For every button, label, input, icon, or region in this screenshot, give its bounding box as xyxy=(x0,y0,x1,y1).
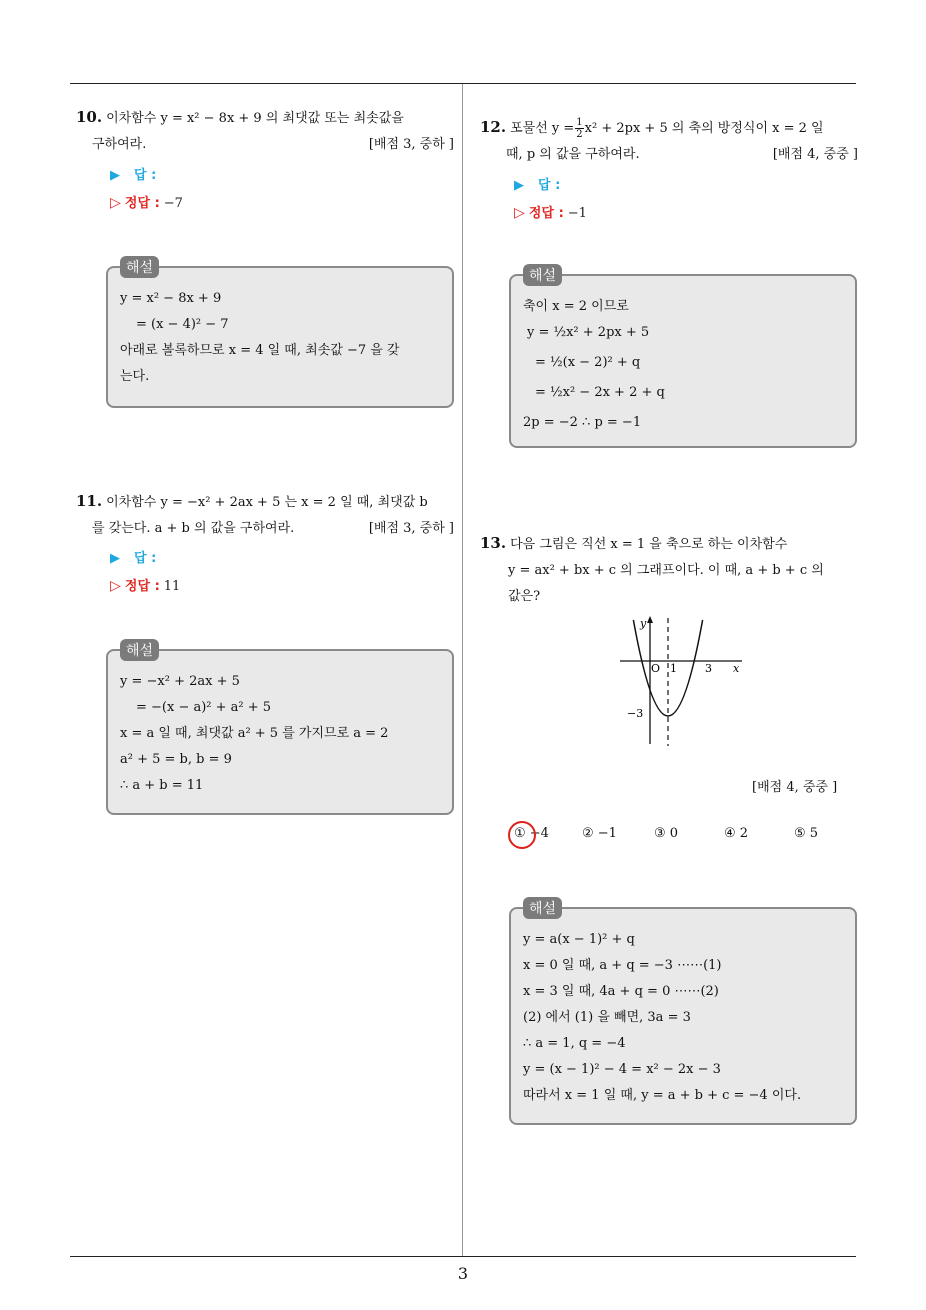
solution-box-12 xyxy=(509,268,857,448)
solution-tag: 해설 xyxy=(523,897,562,919)
correct-value: 11 xyxy=(163,579,181,594)
triangle-outline-icon: ▷ xyxy=(110,578,121,594)
score-label: [배점 4, 중중 ] xyxy=(752,780,838,795)
solution-line: 아래로 볼록하므로 x = 4 일 때, 최솟값 −7 을 갖 xyxy=(120,343,400,358)
problem-10-line1 xyxy=(76,104,454,132)
choice-2[interactable]: ② −1 xyxy=(582,826,617,841)
column-divider xyxy=(462,84,463,1256)
solution-line: = ½(x − 2)² + q xyxy=(535,355,641,370)
fraction: $\frac{1}{2}$ xyxy=(576,117,583,140)
problem-text: y = ax² + bx + c 의 그래프이다. 이 때, a + b + c 의 xyxy=(508,563,824,578)
solution-line: 따라서 x = 1 일 때, y = a + b + c = −4 이다. xyxy=(523,1088,802,1103)
y-axis-arrow xyxy=(647,616,653,623)
solution-box-10 xyxy=(106,260,454,408)
answer-label: 답 : xyxy=(134,168,157,183)
solution-line: = −(x − a)² + a² + 5 xyxy=(136,700,272,715)
answer-row xyxy=(110,164,156,183)
correct-label: 정답 : xyxy=(124,579,160,594)
solution-tag: 해설 xyxy=(120,256,159,278)
choice-5[interactable]: ⑤ 5 xyxy=(794,826,819,841)
tick-label-1: 1 xyxy=(670,662,677,675)
tick-label-3: 3 xyxy=(705,662,712,675)
tick-label-neg3: −3 xyxy=(627,707,644,720)
solution-tag: 해설 xyxy=(523,264,562,286)
bottom-rule xyxy=(70,1256,856,1257)
solution-line: x = 0 일 때, a + q = −3 ⋯⋯(1) xyxy=(523,958,722,973)
correct-value: −1 xyxy=(567,206,587,221)
play-icon: ▶ xyxy=(514,178,524,193)
problem-10 xyxy=(76,104,454,158)
triangle-outline-icon: ▷ xyxy=(110,195,121,211)
score-label: [배점 3, 중하 ] xyxy=(368,137,454,152)
answer-label: 답 : xyxy=(538,178,561,193)
solution-line: a² + 5 = b, b = 9 xyxy=(120,752,232,767)
choice-1[interactable]: ① −4 xyxy=(514,826,549,841)
y-axis-label: y xyxy=(640,617,647,630)
correct-label: 정답 : xyxy=(528,206,564,221)
problem-text: x² + 2px + 5 의 축의 방정식이 x = 2 일 xyxy=(584,121,824,136)
choice-3[interactable]: ③ 0 xyxy=(654,826,679,841)
answer-label: 답 : xyxy=(134,551,157,566)
solution-line: ∴ a + b = 11 xyxy=(120,778,204,793)
solution-box-13 xyxy=(509,901,857,1125)
problem-text: 값은? xyxy=(508,589,541,604)
solution-line: 2p = −2 ∴ p = −1 xyxy=(523,415,642,430)
answer-row xyxy=(514,174,560,193)
solution-line: (2) 에서 (1) 을 빼면, 3a = 3 xyxy=(523,1010,691,1025)
problem-number: 13. xyxy=(480,534,507,552)
correct-value: −7 xyxy=(163,196,183,211)
solution-line: = ½x² − 2x + 2 + q xyxy=(535,385,665,400)
solution-line: = (x − 4)² − 7 xyxy=(136,317,229,332)
solution-line: ∴ a = 1, q = −4 xyxy=(523,1036,626,1051)
correct-answer-row xyxy=(110,192,183,211)
selected-circle-mark xyxy=(508,821,536,849)
solution-line: y = a(x − 1)² + q xyxy=(523,932,635,947)
problem-text: 포물선 y = xyxy=(510,121,575,136)
solution-line: 는다. xyxy=(120,369,150,384)
problem-text: 이차함수 y = x² − 8x + 9 의 최댓값 또는 최솟값을 xyxy=(106,111,404,126)
solution-tag: 해설 xyxy=(120,639,159,661)
problem-text: 구하여라. xyxy=(92,137,147,152)
score-label: [배점 4, 중중 ] xyxy=(772,147,858,162)
correct-label: 정답 : xyxy=(124,196,160,211)
page-number: 3 xyxy=(457,1264,469,1283)
solution-line: y = (x − 1)² − 4 = x² − 2x − 3 xyxy=(523,1062,721,1077)
problem-text: 를 갖는다. a + b 의 값을 구하여라. xyxy=(92,521,295,536)
solution-line: x = 3 일 때, 4a + q = 0 ⋯⋯(2) xyxy=(523,984,719,999)
problem-12 xyxy=(480,114,858,168)
problem-number: 12. xyxy=(480,118,507,136)
problem-text: 때, p 의 값을 구하여라. xyxy=(506,147,640,162)
play-icon: ▶ xyxy=(110,168,120,183)
correct-answer-row xyxy=(110,575,180,594)
problem-number: 10. xyxy=(76,108,103,126)
origin-label: O xyxy=(651,662,661,675)
answer-row xyxy=(110,547,156,566)
solution-box-11 xyxy=(106,643,454,815)
problem-13 xyxy=(480,530,858,610)
correct-answer-row xyxy=(514,202,587,221)
solution-line: y = −x² + 2ax + 5 xyxy=(120,674,240,689)
problem-number: 11. xyxy=(76,492,103,510)
solution-line: 축이 x = 2 이므로 xyxy=(523,299,629,314)
problem-11 xyxy=(76,488,454,542)
solution-line: y = x² − 8x + 9 xyxy=(120,291,222,306)
problem-text: 다음 그림은 직선 x = 1 을 축으로 하는 이차함수 xyxy=(510,537,788,552)
top-rule xyxy=(70,83,856,84)
choice-4[interactable]: ④ 2 xyxy=(724,826,749,841)
problem-text: 이차함수 y = −x² + 2ax + 5 는 x = 2 일 때, 최댓값 b xyxy=(106,495,428,510)
solution-line: x = a 일 때, 최댓값 a² + 5 를 가지므로 a = 2 xyxy=(120,726,389,741)
score-label: [배점 3, 중하 ] xyxy=(368,521,454,536)
solution-line: y = ½x² + 2px + 5 xyxy=(527,325,650,340)
play-icon: ▶ xyxy=(110,551,120,566)
x-axis-label: x xyxy=(733,662,740,675)
triangle-outline-icon: ▷ xyxy=(514,205,525,221)
parabola-graph xyxy=(612,612,748,748)
